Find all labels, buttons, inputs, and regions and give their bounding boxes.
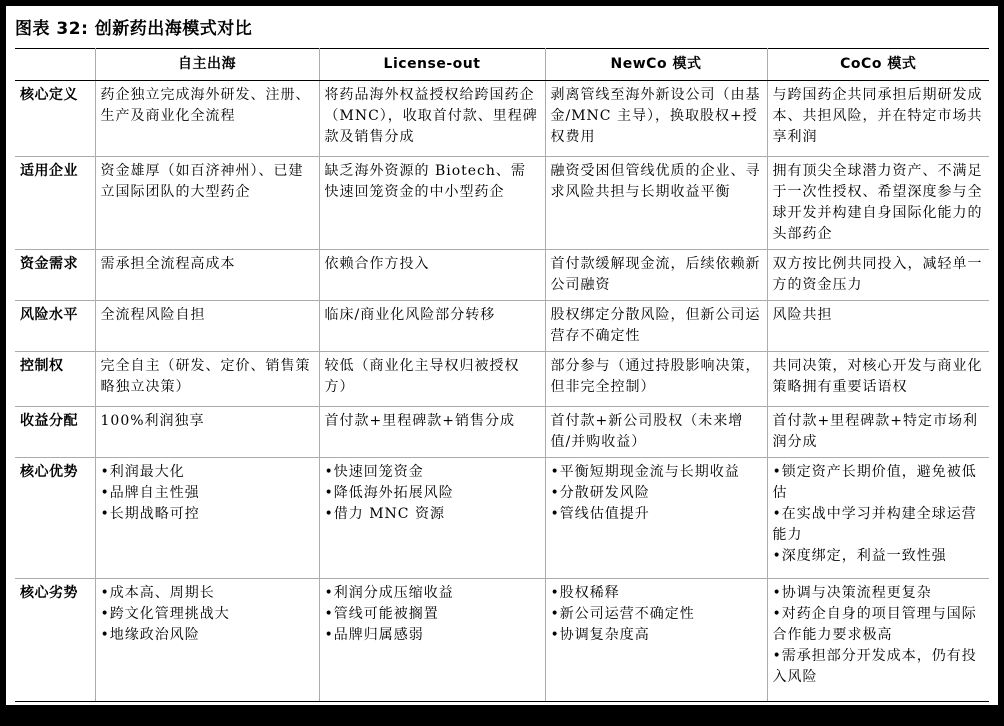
table-cell	[319, 579, 545, 702]
table-cell: 首付款+里程碑款+特定市场利润分成	[767, 407, 989, 458]
row-label: 适用企业	[15, 157, 95, 250]
bullet-item: • 品牌归属感弱	[325, 625, 539, 646]
table-cell: 将药品海外权益授权给跨国药企（MNC），收取首付款、里程碑款及销售分成	[319, 81, 545, 157]
header-newco: NewCo 模式	[545, 49, 767, 81]
table-cell	[95, 579, 319, 702]
bullet-item: • 快速回笼资金	[325, 462, 539, 483]
header-row	[15, 49, 989, 81]
bullet-item: • 分散研发风险	[551, 483, 761, 504]
table-cell: 临床/商业化风险部分转移	[319, 301, 545, 352]
table-cell: 共同决策，对核心开发与商业化策略拥有重要话语权	[767, 352, 989, 407]
bullet-item: • 利润分成压缩收益	[325, 583, 539, 604]
row-label: 核心劣势	[15, 579, 95, 702]
bullet-item: • 地缘政治风险	[101, 625, 313, 646]
table-cell	[767, 458, 989, 579]
row-label: 风险水平	[15, 301, 95, 352]
bullet-item: • 股权稀释	[551, 583, 761, 604]
row-risk-level	[15, 301, 989, 352]
bullet-item: • 管线可能被搁置	[325, 604, 539, 625]
bullet-item: • 深度绑定，利益一致性强	[773, 546, 984, 567]
row-core-disadvantages	[15, 579, 989, 702]
table-cell	[545, 458, 767, 579]
table-cell: 双方按比例共同投入，减轻单一方的资金压力	[767, 250, 989, 301]
bullet-item: • 平衡短期现金流与长期收益	[551, 462, 761, 483]
row-capital-requirement	[15, 250, 989, 301]
table-cell: 股权绑定分散风险，但新公司运营存不确定性	[545, 301, 767, 352]
comparison-table	[15, 48, 989, 702]
table-cell: 拥有顶尖全球潜力资产、不满足于一次性授权、希望深度参与全球开发并构建自身国际化能力的头部药企	[767, 157, 989, 250]
bullet-item: • 锁定资产长期价值，避免被低估	[773, 462, 984, 504]
table-cell: 缺乏海外资源的 Biotech、需快速回笼资金的中小型药企	[319, 157, 545, 250]
table-cell: 依赖合作方投入	[319, 250, 545, 301]
table-cell: 首付款+里程碑款+销售分成	[319, 407, 545, 458]
row-core-advantages	[15, 458, 989, 579]
table-cell: 部分参与（通过持股影响决策，但非完全控制）	[545, 352, 767, 407]
bullet-item: • 协调与决策流程更复杂	[773, 583, 984, 604]
bullet-item: • 利润最大化	[101, 462, 313, 483]
row-label: 收益分配	[15, 407, 95, 458]
header-blank	[15, 49, 95, 81]
table-cell: 首付款缓解现金流，后续依赖新公司融资	[545, 250, 767, 301]
bullet-item: • 协调复杂度高	[551, 625, 761, 646]
header-license-out: License-out	[319, 49, 545, 81]
bullet-item: • 跨文化管理挑战大	[101, 604, 313, 625]
bullet-item: • 成本高、周期长	[101, 583, 313, 604]
table-cell: 资金雄厚（如百济神州）、已建立国际团队的大型药企	[95, 157, 319, 250]
row-applicable-companies	[15, 157, 989, 250]
row-label: 资金需求	[15, 250, 95, 301]
table-cell: 需承担全流程高成本	[95, 250, 319, 301]
header-coco: CoCo 模式	[767, 49, 989, 81]
table-cell: 全流程风险自担	[95, 301, 319, 352]
bullet-item: • 在实战中学习并构建全球运营能力	[773, 504, 984, 546]
table-cell	[767, 579, 989, 702]
bullet-item: • 对药企自身的项目管理与国际合作能力要求极高	[773, 604, 984, 646]
row-label: 核心定义	[15, 81, 95, 157]
header-independent: 自主出海	[95, 49, 319, 81]
table-cell: 风险共担	[767, 301, 989, 352]
table-cell	[319, 458, 545, 579]
row-revenue-split	[15, 407, 989, 458]
bullet-item: • 长期战略可控	[101, 504, 313, 525]
bullet-item: • 品牌自主性强	[101, 483, 313, 504]
source-note: 资料来源: 公司资料整理，交银国际	[15, 710, 220, 725]
table-cell: 100%利润独享	[95, 407, 319, 458]
bullet-item: • 需承担部分开发成本，仍有投入风险	[773, 646, 984, 688]
table-cell: 较低（商业化主导权归被授权方）	[319, 352, 545, 407]
table-cell: 药企独立完成海外研发、注册、生产及商业化全流程	[95, 81, 319, 157]
row-label: 核心优势	[15, 458, 95, 579]
table-cell: 首付款+新公司股权（未来增值/并购收益）	[545, 407, 767, 458]
bullet-item: • 借力 MNC 资源	[325, 504, 539, 525]
row-core-definition	[15, 81, 989, 157]
table-cell: 与跨国药企共同承担后期研发成本、共担风险，并在特定市场共享利润	[767, 81, 989, 157]
table-cell: 融资受困但管线优质的企业、寻求风险共担与长期收益平衡	[545, 157, 767, 250]
bullet-item: • 新公司运营不确定性	[551, 604, 761, 625]
bullet-item: • 管线估值提升	[551, 504, 761, 525]
bullet-item: • 降低海外拓展风险	[325, 483, 539, 504]
table-cell: 剥离管线至海外新设公司（由基金/MNC 主导），换取股权+授权费用	[545, 81, 767, 157]
table-cell	[95, 458, 319, 579]
report-page	[6, 6, 998, 725]
row-label: 控制权	[15, 352, 95, 407]
table-cell	[545, 579, 767, 702]
table-cell: 完全自主（研发、定价、销售策略独立决策）	[95, 352, 319, 407]
figure-title: 图表 32: 创新药出海模式对比	[15, 19, 253, 39]
row-control	[15, 352, 989, 407]
